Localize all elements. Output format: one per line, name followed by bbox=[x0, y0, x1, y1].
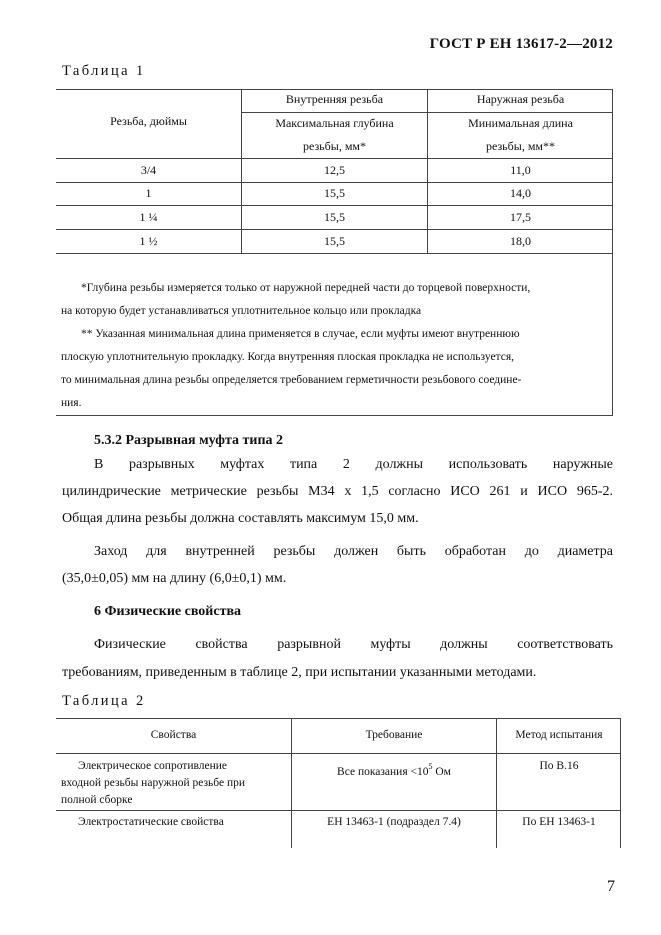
table1-header-thread: Резьба, дюймы bbox=[110, 114, 187, 128]
table1-header-internal: Внутренняя резьба bbox=[285, 92, 384, 106]
table2-row2-property: Электростатические свойства bbox=[78, 816, 224, 828]
table2-row1-property-line3: полной сборке bbox=[61, 794, 133, 806]
table1-header-internal-sub1: Максимальная глубина bbox=[275, 116, 394, 130]
table-cell: 12,5 bbox=[324, 163, 345, 177]
table-cell: 17,5 bbox=[510, 210, 531, 224]
table-cell: 15,5 bbox=[324, 210, 345, 224]
table1-caption: Таблица 1 bbox=[62, 63, 146, 79]
table2-row1-property-line1: Электрическое сопротивление bbox=[78, 760, 228, 772]
table2-header-method: Метод испытания bbox=[515, 729, 603, 741]
table1-header-external-sub1: Минимальная длина bbox=[468, 116, 573, 130]
table-cell: 11,0 bbox=[510, 163, 531, 177]
section-5-3-2-line1: В разрывных муфтах типа 2 должны использовать наружные bbox=[94, 457, 613, 472]
section-5-3-2-line2: цилиндрические метрические резьбы М34 х 1,5 согласно ИСО 261 и ИСО 965-2. bbox=[62, 484, 613, 499]
table2 bbox=[56, 718, 621, 848]
table1-note2-line1: ** Указанная минимальная длина применяется в случае, если муфты имеют внутреннюю bbox=[81, 328, 520, 340]
table1-header-external-sub2: резьбы, мм** bbox=[485, 139, 556, 153]
table1-note2-line2: плоскую уплотнительную прокладку. Когда внутренняя плоская прокладка не используется, bbox=[61, 351, 514, 363]
table1-header-internal-sub2: резьбы, мм* bbox=[302, 139, 367, 153]
table-cell: 15,5 bbox=[324, 186, 345, 200]
page-number: 7 bbox=[607, 878, 615, 895]
table-cell: 14,0 bbox=[510, 186, 531, 200]
table-cell: 15,5 bbox=[324, 234, 345, 248]
table2-header-property: Свойства bbox=[150, 729, 197, 741]
table-cell: 1 ½ bbox=[139, 234, 158, 248]
table-cell: 1 bbox=[145, 186, 152, 200]
table1-note1-line1: *Глубина резьбы измеряется только от наружной передней части до торцевой поверхности, bbox=[81, 282, 531, 294]
standard-designation: ГОСТ Р ЕН 13617-2—2012 bbox=[429, 36, 613, 52]
table2-row1-method: По В.16 bbox=[539, 760, 579, 772]
section-5-3-2-line4: Заход для внутренней резьбы должен быть обработан до диаметра bbox=[94, 544, 613, 559]
table1-note1-line2: на которую будет устанавливаться уплотнительное кольцо или прокладка bbox=[61, 305, 422, 317]
table-cell: 1 ¼ bbox=[139, 210, 158, 224]
section-5-3-2-heading: 5.3.2 Разрывная муфта типа 2 bbox=[94, 433, 284, 448]
table1-header-external: Наружная резьба bbox=[476, 92, 565, 106]
table2-row1-requirement: Все показания $<10^5$ Ом bbox=[337, 762, 451, 778]
section-5-3-2-line3: Общая длина резьбы должна составлять максимум 15,0 мм. bbox=[62, 511, 419, 526]
table-cell: 18,0 bbox=[510, 234, 531, 248]
table2-row1-property-line2: входной резьбы наружной резьбе при bbox=[61, 777, 246, 789]
table2-caption: Таблица 2 bbox=[62, 693, 146, 709]
section-6-line1: Физические свойства разрывной муфты должны соответствовать bbox=[94, 637, 613, 652]
table1-note2-line4: ния. bbox=[61, 397, 82, 409]
table2-header-requirement: Требование bbox=[365, 729, 423, 741]
section-6-heading: 6 Физические свойства bbox=[94, 604, 242, 619]
table1 bbox=[56, 89, 613, 415]
table2-row2-method: По ЕН 13463-1 bbox=[522, 816, 596, 828]
table2-row2-requirement: ЕН 13463-1 (подраздел 7.4) bbox=[327, 816, 461, 828]
section-5-3-2-line5: (35,0±0,05) мм на длину (6,0±0,1) мм. bbox=[62, 571, 287, 586]
table-cell: 3/4 bbox=[140, 163, 157, 177]
table1-note2-line3: то минимальная длина резьбы определяется требованием герметичности резьбового соедине- bbox=[61, 374, 522, 386]
section-6-line2: требованиям, приведенным в таблице 2, при испытании указанными методами. bbox=[62, 665, 537, 680]
